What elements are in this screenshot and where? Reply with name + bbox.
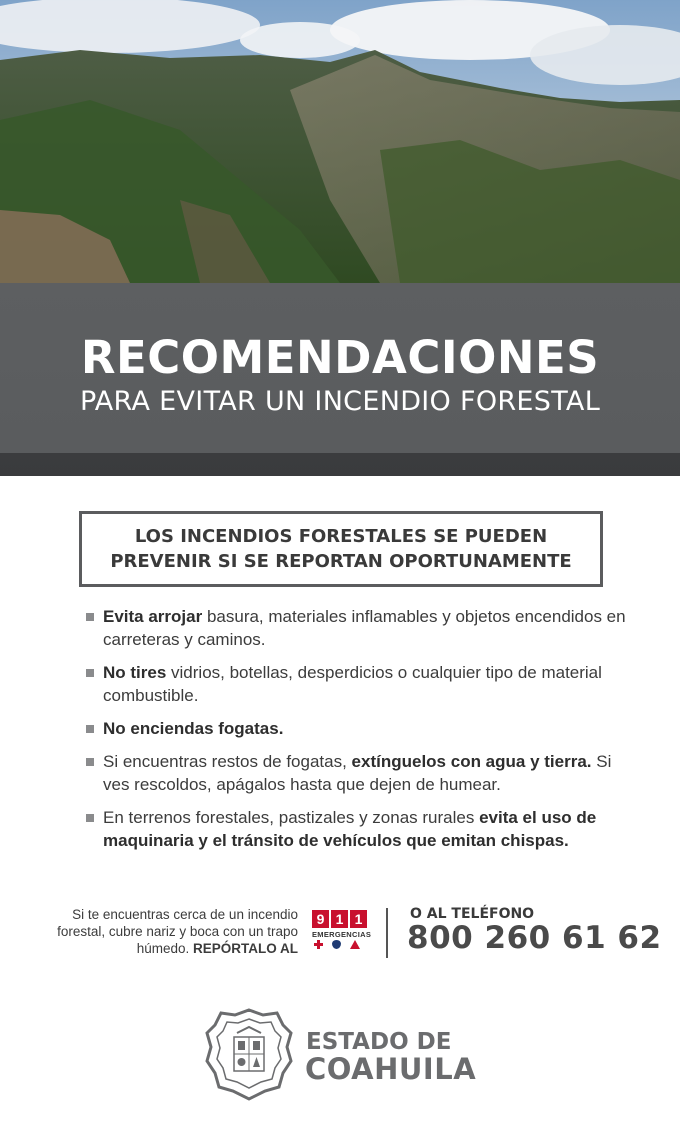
emergency-digits — [312, 910, 368, 928]
rec-bold: Evita arrojar — [103, 607, 203, 626]
phone-label: O AL TELÉFONO — [410, 906, 535, 922]
emergency-digit: 9 — [312, 910, 329, 928]
square-bullet-icon — [86, 613, 94, 621]
report-line-3-bold: REPÓRTALO AL — [193, 941, 298, 956]
coahuila-logo — [200, 1007, 500, 1107]
mountain-landscape-image — [0, 0, 680, 283]
list-item — [86, 717, 626, 740]
emergency-label: EMERGENCIAS — [312, 930, 372, 939]
fire-icon — [350, 940, 360, 949]
rec-text: Si ves rescoldos, apágalos hasta que dejen de humear. — [103, 752, 612, 794]
list-item — [86, 806, 626, 852]
police-shield-icon — [332, 940, 341, 949]
square-bullet-icon — [86, 814, 94, 822]
state-label-line-2: COAHUILA — [305, 1052, 477, 1086]
state-label-line-1: ESTADO DE — [306, 1029, 452, 1055]
rec-pre: En terrenos forestales, pastizales y zonas rurales — [103, 808, 480, 827]
report-line-3 — [0, 940, 298, 957]
medical-cross-icon — [314, 940, 323, 949]
emergency-digit: 1 — [350, 910, 367, 928]
hero-photo — [0, 0, 680, 283]
report-line-3-pre: húmedo. — [136, 941, 193, 956]
report-line-1: Si te encuentras cerca de un incendio — [72, 907, 298, 922]
report-line-2: forestal, cubre nariz y boca con un trapo — [57, 924, 298, 939]
list-item — [86, 661, 626, 707]
square-bullet-icon — [86, 758, 94, 766]
rec-text: vidrios, botellas, desperdicios o cualquier tipo de material combustible. — [103, 663, 602, 705]
rec-bold: extínguelos con agua y tierra. — [351, 752, 592, 771]
page-title: RECOMENDACIONES — [80, 331, 600, 384]
square-bullet-icon — [86, 669, 94, 677]
list-item — [86, 605, 626, 651]
emergency-911-logo — [312, 910, 372, 954]
phone-number[interactable]: 800 260 61 62 — [407, 920, 662, 956]
rec-bold: No enciendas fogatas. — [103, 719, 284, 738]
notice-line-1: LOS INCENDIOS FORESTALES SE PUEDEN — [134, 526, 548, 547]
coahuila-seal-icon — [203, 1007, 295, 1101]
notice-box — [79, 511, 603, 587]
emergency-icons — [312, 940, 368, 949]
rec-text: basura, materiales inflamables y objetos encendidos en carreteras y caminos. — [103, 607, 626, 649]
recommendations-list — [86, 605, 626, 862]
rec-bold: evita el uso de maquinaria y el tránsito de vehículos que emitan chispas. — [103, 808, 597, 850]
vertical-divider — [386, 908, 388, 958]
emergency-digit: 1 — [331, 910, 348, 928]
title-banner — [0, 283, 680, 476]
page-subtitle: PARA EVITAR UN INCENDIO FORESTAL — [79, 386, 601, 417]
square-bullet-icon — [86, 725, 94, 733]
notice-line-2: PREVENIR SI SE REPORTAN OPORTUNAMENTE — [110, 551, 572, 572]
rec-pre: Si encuentras restos de fogatas, — [103, 752, 352, 771]
list-item — [86, 750, 626, 796]
report-section — [0, 900, 680, 970]
report-instructions — [0, 906, 298, 957]
rec-bold: No tires — [103, 663, 167, 682]
